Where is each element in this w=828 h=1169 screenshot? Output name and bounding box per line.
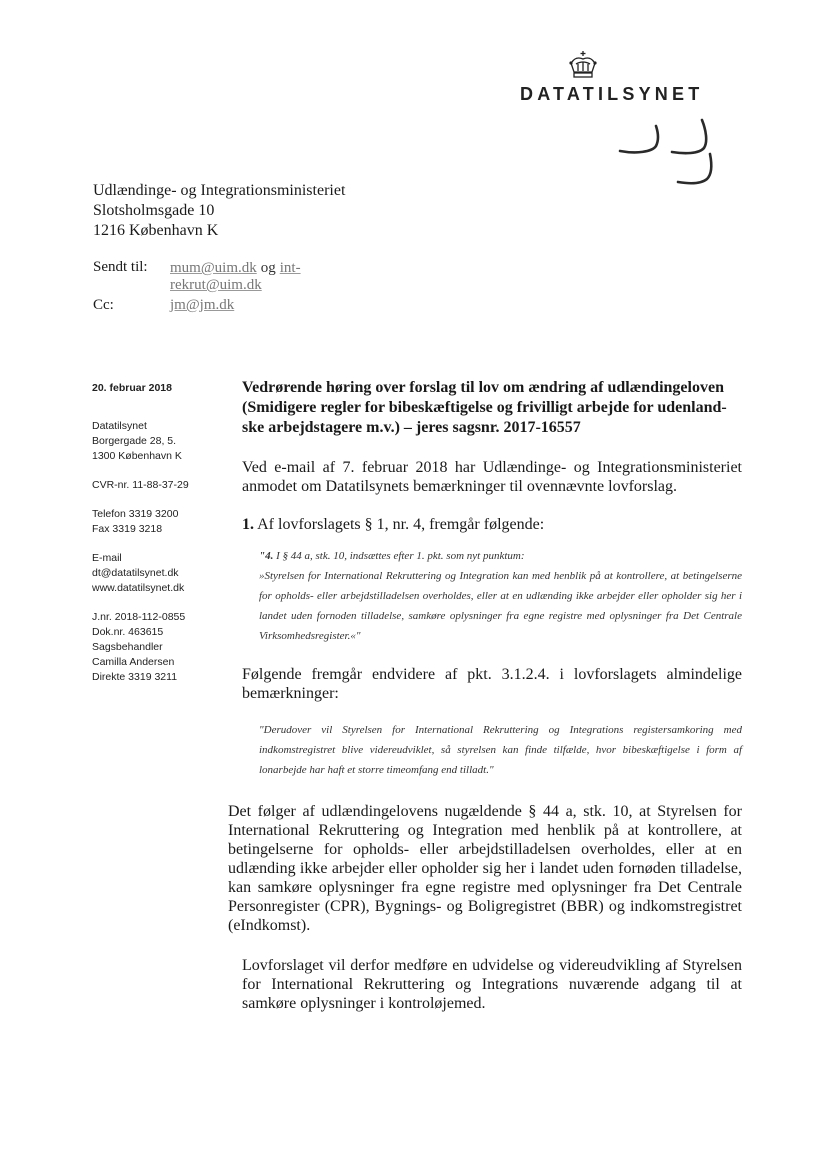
paragraph: Det følger af udlændingelovens nugældende § 44 a, stk. 10, at Styrelsen for International Rekruttering og Integration med henblik på at kontrollere, at betingelserne for opholds- eller arbejdstilladelsen overholdes, eller at en udlænding ikke arbejder eller opholder sig her i landet uden fornøden tilladelse, kan samkøre oplysninger fra egne registre med oplysninger fra Det Centrale Personregister (CPR), Bygnings- og Boligregistret (BBR) og indkomstregistret (eIndkomst). (228, 803, 742, 934)
email-link[interactable]: rekrut@uim.dk (170, 277, 262, 293)
intro-paragraph: Ved e-mail af 7. februar 2018 har Udlændinge- og Integrationsministeriet anmodet om Datatilsynets bemærkninger til ovennævnte lovforslag. (242, 459, 742, 495)
direct-phone: Direkte 3319 3211 (92, 671, 178, 683)
sender-website[interactable]: www.datatilsynet.dk (92, 582, 185, 594)
email-link[interactable]: int- (279, 260, 301, 276)
letter-date: 20. februar 2018 (92, 382, 172, 394)
quote-lead: "4. (259, 550, 274, 562)
recipient-line: 1216 København K (93, 222, 219, 239)
connector-text: og (260, 260, 276, 276)
recipient-line: Slotsholmsgade 10 (93, 202, 215, 219)
sender-email[interactable]: dt@datatilsynet.dk (92, 567, 179, 579)
section-number: 1. (242, 516, 254, 533)
email-link[interactable]: mum@uim.dk (170, 260, 257, 276)
case-handler-name: Camilla Andersen (92, 656, 175, 668)
subject-heading (242, 378, 742, 438)
handwritten-mark (606, 114, 724, 194)
phone-number: Telefon 3319 3200 (92, 508, 179, 520)
recipient-address (93, 181, 345, 241)
fax-number: Fax 3319 3218 (92, 523, 163, 535)
letter-body (228, 378, 742, 1013)
journal-number: J.nr. 2018-112-0855 (92, 611, 186, 623)
section-heading (242, 515, 742, 534)
recipient-line: Udlændinge- og Integrationsministeriet (93, 182, 346, 199)
crown-logo-icon (566, 50, 600, 80)
sendt-recipients (170, 259, 301, 277)
quote-text: »Styrelsen for International Rekruttering og Integration kan med henblik på at kontrollere, at betingelserne for opholds- eller arbejdstilladelsen overholdes, eller at en udlænding ikke arbejder eller opholder sig her i landet uden fornoden tilladelse, samkøre oplysninger fra egne registre med oplysninger fra Det Centrale Virksomhedsregister.«" (259, 570, 742, 642)
sendt-til-label: Sendt til: (93, 259, 148, 275)
subject-line: ske arbejdstagere m.v.) – jeres sagsnr. 2017-16557 (242, 419, 581, 436)
cc-label: Cc: (93, 297, 114, 313)
quote-text: I § 44 a, stk. 10, indsættes efter 1. pkt. som nyt punktum: (276, 550, 525, 562)
sender-info-sidebar (92, 381, 222, 685)
paragraph: Lovforslaget vil derfor medføre en udvidelse og videreudvikling af Styrelsen for International Rekruttering og Integrations nuværende adgang til at samkøre oplysninger i kontroløjemed. (242, 957, 742, 1012)
quote-block: "Derudover vil Styrelsen for International Rekruttering og Integrations registersamkoring med indkomstregistret blive videreudviklet, så styrelsen kan finde tilfælde, hvor bibeskæftigelse i form af lonarbejde har haft et storre timeomfang end tilladt." (259, 724, 742, 776)
document-number: Dok.nr. 463615 (92, 626, 164, 638)
quote-block (259, 546, 742, 646)
subject-line: (Smidigere regler for bibeskæftigelse og frivilligt arbejde for udenland- (242, 399, 727, 416)
paragraph: Følgende fremgår endvidere af pkt. 3.1.2.4. i lovforslagets almindelige bemærkninger: (242, 666, 742, 702)
sender-address: Borgergade 28, 5. (92, 435, 177, 447)
subject-line: Vedrørende høring over forslag til lov om ændring af udlændingeloven (242, 379, 724, 396)
quote-first-line (259, 546, 742, 566)
section-text: Af lovforslagets § 1, nr. 4, fremgår følgende: (257, 516, 545, 533)
cvr-number: CVR-nr. 11-88-37-29 (92, 479, 189, 491)
email-link[interactable]: jm@jm.dk (170, 297, 235, 313)
email-label: E-mail (92, 552, 122, 564)
logo-text: DATATILSYNET (520, 84, 704, 104)
sender-address: 1300 København K (92, 450, 182, 462)
case-handler-label: Sagsbehandler (92, 641, 163, 653)
sender-org: Datatilsynet (92, 420, 147, 432)
